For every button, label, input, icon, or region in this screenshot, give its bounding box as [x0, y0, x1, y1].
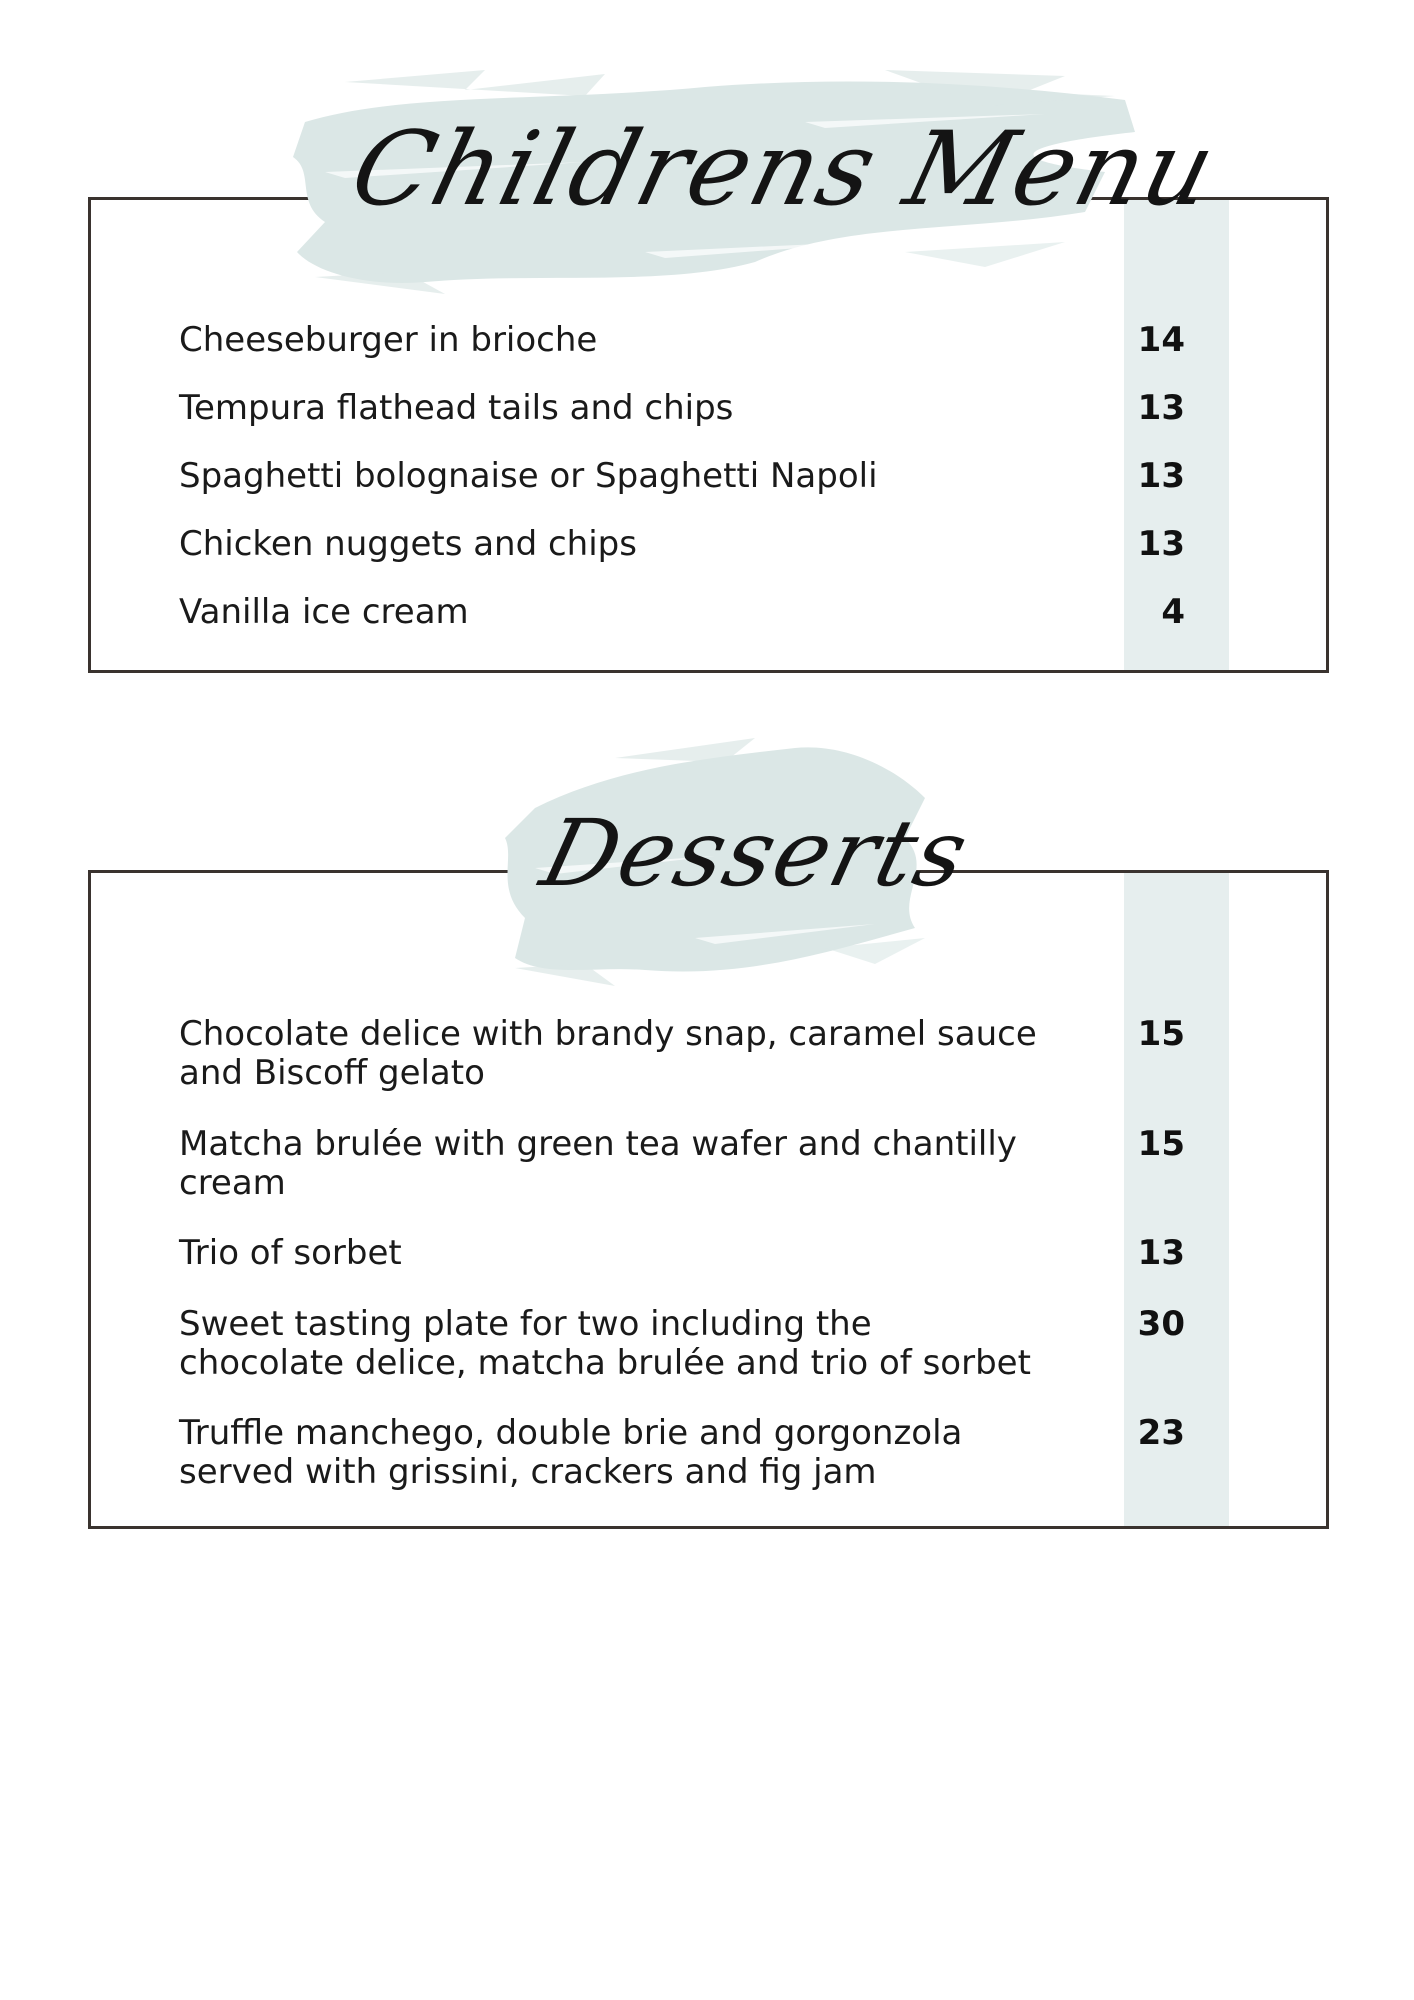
- menu-item-name: Tempura flathead tails and chips: [179, 388, 734, 428]
- menu-item-name: Trio of sorbet: [179, 1233, 402, 1273]
- menu-item-name: Matcha brulée with green tea wafer and chantilly cream: [179, 1124, 1017, 1203]
- menu-item-row: [179, 389, 1189, 428]
- menu-item-price: 13: [1137, 456, 1185, 496]
- desserts-title: Desserts: [531, 800, 980, 907]
- menu-item-price: 23: [1137, 1413, 1185, 1453]
- childrens-menu-title: Childrens Menu: [340, 110, 1228, 229]
- menu-item-price: 13: [1137, 524, 1185, 564]
- menu-item-row: [179, 1305, 1189, 1383]
- menu-item-row: [179, 321, 1189, 360]
- menu-item-name: Sweet tasting plate for two including the chocolate delice, matcha brulée and trio of sorbet: [179, 1304, 1031, 1383]
- menu-item-price: 13: [1137, 1233, 1185, 1273]
- menu-item-row: [179, 525, 1189, 564]
- menu-item-price: 13: [1137, 388, 1185, 428]
- menu-item-price: 15: [1137, 1124, 1185, 1164]
- menu-item-row: [179, 1234, 1189, 1273]
- menu-item-price: 14: [1137, 320, 1185, 360]
- menu-item-name: Truffle manchego, double brie and gorgonzola served with grissini, crackers and fig jam: [179, 1413, 963, 1492]
- menu-item-name: Spaghetti bolognaise or Spaghetti Napoli: [179, 456, 878, 496]
- menu-item-row: [179, 593, 1189, 632]
- menu-item-name: Chicken nuggets and chips: [179, 524, 637, 564]
- menu-item-price: 4: [1161, 592, 1185, 632]
- menu-item-price: 30: [1137, 1304, 1185, 1344]
- menu-item-row: [179, 1414, 1189, 1492]
- menu-item-name: Cheeseburger in brioche: [179, 320, 598, 360]
- menu-item-row: [179, 1125, 1189, 1203]
- menu-item-price: 15: [1137, 1014, 1185, 1054]
- menu-item-row: [179, 1015, 1189, 1093]
- menu-item-row: [179, 457, 1189, 496]
- menu-item-name: Vanilla ice cream: [179, 592, 469, 632]
- menu-item-name: Chocolate delice with brandy snap, caramel sauce and Biscoff gelato: [179, 1014, 1037, 1093]
